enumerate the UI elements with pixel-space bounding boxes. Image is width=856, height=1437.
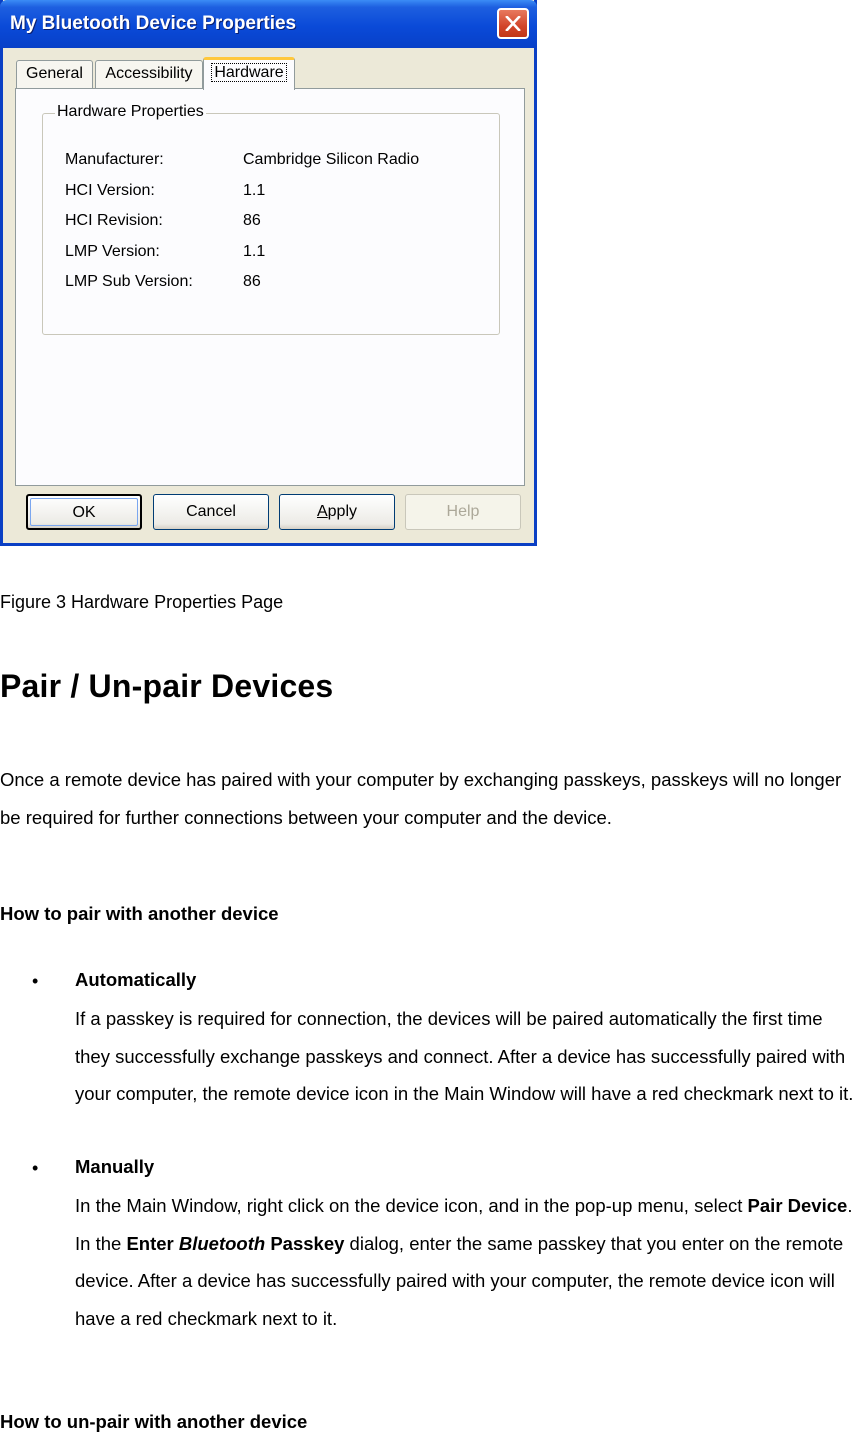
item-title-automatically: Automatically xyxy=(75,969,197,990)
tab-panel xyxy=(15,88,525,486)
manual-text-2: . In the xyxy=(75,1195,853,1254)
properties-dialog xyxy=(0,0,537,546)
manual-text-1: In the Main Window, right click on the device icon, and in the pop-up menu, select xyxy=(75,1195,748,1216)
item-title-manually: Manually xyxy=(75,1156,155,1177)
apply-mnemonic: A xyxy=(316,503,328,520)
tab-general[interactable] xyxy=(16,60,93,88)
property-value: 1.1 xyxy=(243,243,266,260)
property-value: 86 xyxy=(243,212,261,229)
help-button xyxy=(405,494,521,530)
bullet-marker: • xyxy=(32,1158,39,1178)
enter-term: Enter xyxy=(126,1232,179,1254)
close-icon xyxy=(505,16,521,31)
tab-hardware[interactable] xyxy=(203,57,295,90)
section-heading: Pair / Un-pair Devices xyxy=(0,668,334,704)
tab-accessibility-label: Accessibility xyxy=(105,65,193,82)
tab-accessibility[interactable] xyxy=(95,60,203,88)
tab-general-label: General xyxy=(26,65,83,82)
property-label: Manufacturer: xyxy=(65,151,164,168)
property-label: LMP Sub Version: xyxy=(65,273,193,290)
item-body-manually xyxy=(75,1187,856,1337)
property-label: HCI Version: xyxy=(65,182,155,199)
apply-button-label xyxy=(317,503,357,520)
bullet-marker: • xyxy=(32,971,39,991)
cancel-button-label: Cancel xyxy=(186,503,236,520)
property-value: Cambridge Silicon Radio xyxy=(243,151,420,168)
tab-hardware-label: Hardware xyxy=(211,63,286,82)
item-body-automatically: If a passkey is required for connection, the devices will be paired automatically the first time they successfully exchange passkeys and connect. After a device has successfully paired with your computer, the remote device icon in the Main Window will have a red checkmark next to it. xyxy=(75,1008,854,1104)
dialog-titlebar[interactable] xyxy=(0,0,537,48)
property-label: LMP Version: xyxy=(65,243,160,260)
apply-button[interactable] xyxy=(279,494,395,530)
figure-caption: Figure 3 Hardware Properties Page xyxy=(0,592,284,612)
group-title: Hardware Properties xyxy=(57,103,204,120)
pair-subheading: How to pair with another device xyxy=(0,903,279,924)
manual-text-3: dialog, enter the same passkey that you enter on the remote device. After a device has successfully paired with your computer, the remote device icon will have a red checkmark next to it. xyxy=(75,1232,844,1329)
intro-paragraph: Once a remote device has paired with your computer by exchanging passkeys, passkeys will no longer be required for further connections between your computer and the device. xyxy=(0,769,842,828)
cancel-button[interactable] xyxy=(153,494,269,530)
passkey-term: Passkey xyxy=(265,1232,345,1254)
ok-button[interactable] xyxy=(26,494,142,530)
close-button[interactable] xyxy=(497,8,529,39)
property-label: HCI Revision: xyxy=(65,212,163,229)
pair-device-term: Pair Device xyxy=(747,1195,848,1216)
ok-button-label: OK xyxy=(72,504,96,521)
dialog-title: My Bluetooth Device Properties xyxy=(10,13,297,34)
hardware-properties-group xyxy=(42,103,500,335)
bluetooth-term: Bluetooth xyxy=(178,1232,266,1254)
apply-label-rest: pply xyxy=(327,503,358,520)
help-button-label: Help xyxy=(446,503,480,520)
property-value: 86 xyxy=(243,273,261,290)
property-value: 1.1 xyxy=(243,182,266,199)
unpair-subheading: How to un-pair with another device xyxy=(0,1411,308,1432)
